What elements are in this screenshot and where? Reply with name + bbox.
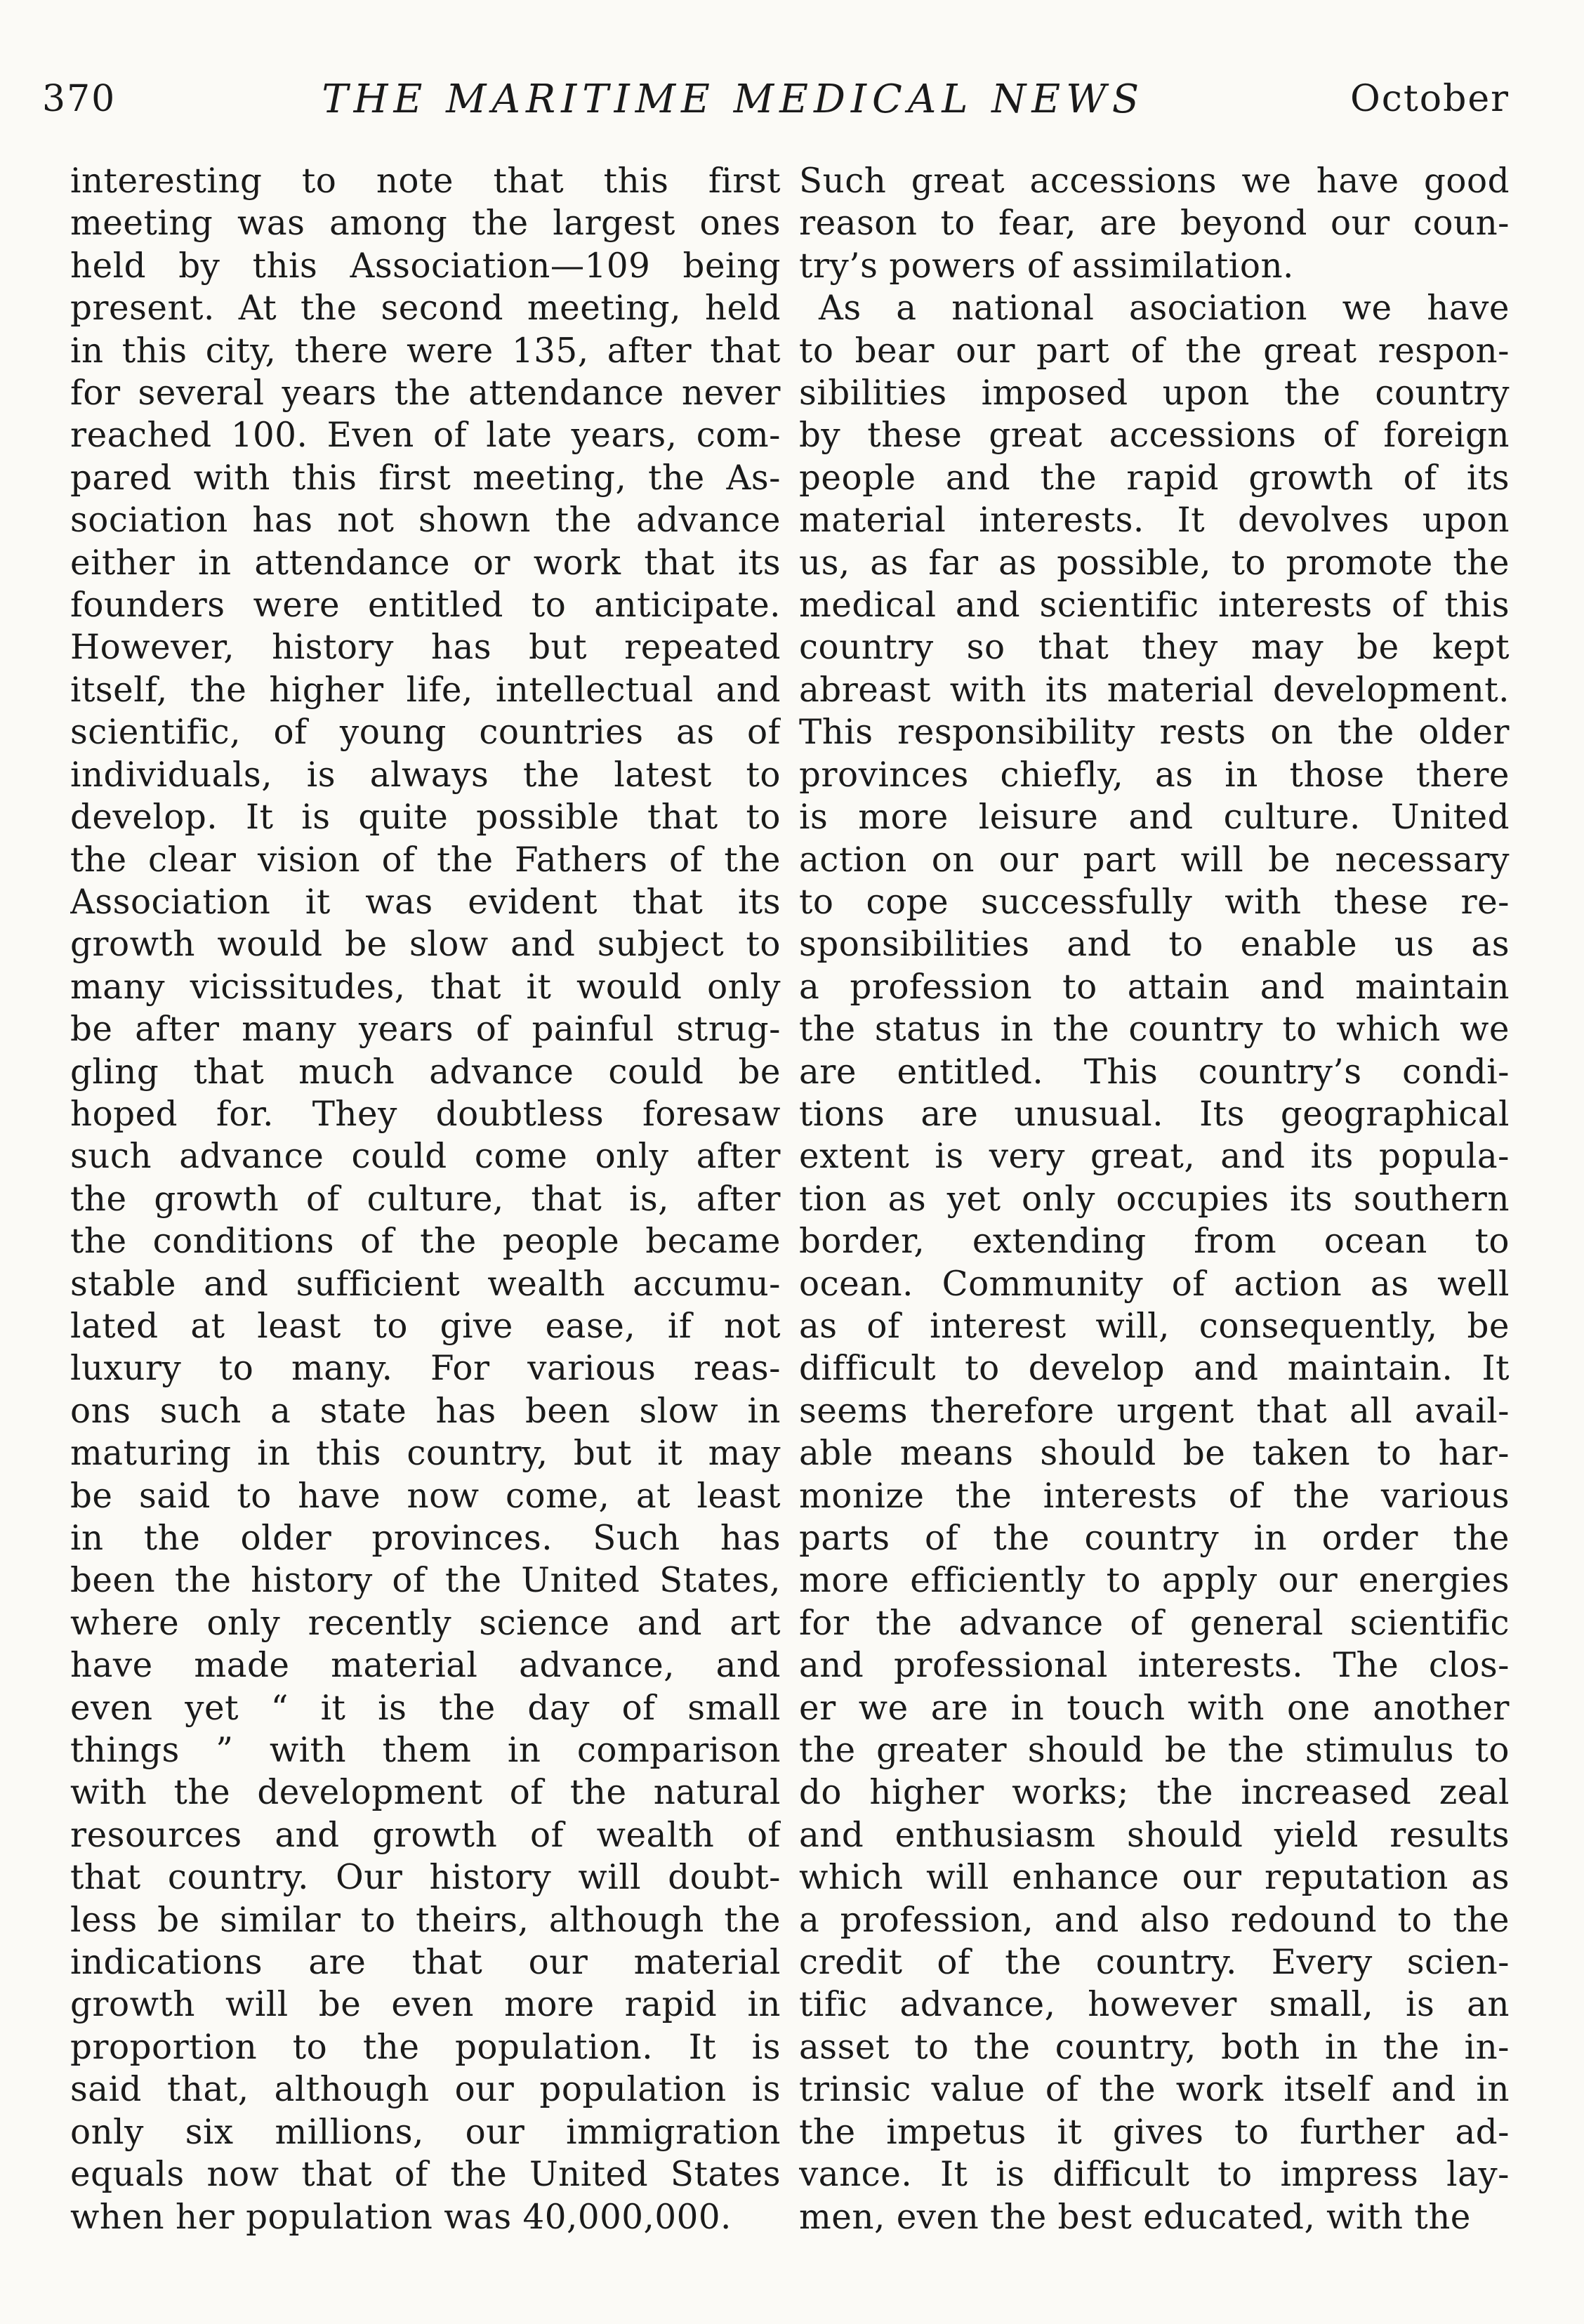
text-line: for several years the attendance never — [70, 374, 781, 414]
text-line: growth will be even more rapid in — [70, 1985, 781, 2025]
text-line: border, extending from ocean to — [799, 1222, 1510, 1262]
text-line: ons such a state has been slow in — [70, 1391, 781, 1431]
text-line: the conditions of the people became — [70, 1222, 781, 1262]
text-line: are entitled. This country’s condi- — [799, 1052, 1510, 1092]
text-line: Such great accessions we have good — [799, 161, 1510, 201]
text-line: asset to the country, both in the in- — [799, 2027, 1510, 2067]
text-line: provinces chiefly, as in those there — [799, 755, 1510, 795]
text-line: in this city, there were 135, after that — [70, 331, 781, 371]
text-line: where only recently science and art — [70, 1603, 781, 1643]
text-line: by these great accessions of foreign — [799, 416, 1510, 456]
text-line: material interests. It devolves upon — [799, 501, 1510, 541]
text-line: resources and growth of wealth of — [70, 1815, 781, 1855]
text-line: the clear vision of the Fathers of the — [70, 840, 781, 880]
text-line: tific advance, however small, is an — [799, 1985, 1510, 2025]
text-line: gling that much advance could be — [70, 1052, 781, 1092]
text-line: pared with this first meeting, the As- — [70, 458, 781, 498]
text-line: country so that they may be kept — [799, 628, 1510, 668]
text-line: vance. It is difficult to impress lay- — [799, 2155, 1510, 2195]
text-line: extent is very great, and its popula- — [799, 1137, 1510, 1177]
text-line: action on our part will be necessary — [799, 840, 1510, 880]
text-line: tions are unusual. Its geographical — [799, 1094, 1510, 1134]
text-line: sociation has not shown the advance — [70, 501, 781, 541]
text-line: the growth of culture, that is, after — [70, 1179, 781, 1219]
text-line: er we are in touch with one another — [799, 1688, 1510, 1728]
text-line: indications are that our material — [70, 1943, 781, 1983]
text-line: able means should be taken to har- — [799, 1434, 1510, 1474]
text-line: be after many years of painful strug- — [70, 1010, 781, 1050]
text-column-left — [70, 160, 781, 2238]
text-line: to cope successfully with these re- — [799, 882, 1510, 922]
text-line: stable and sufficient wealth accumu- — [70, 1264, 781, 1304]
text-line: medical and scientific interests of this — [799, 586, 1510, 626]
issue-month: October — [1350, 78, 1510, 120]
text-line: more efficiently to apply our energies — [799, 1561, 1510, 1601]
text-line: founders were entitled to anticipate. — [70, 586, 781, 626]
text-line: difficult to develop and maintain. It — [799, 1349, 1510, 1389]
text-line: that country. Our history will doubt- — [70, 1858, 781, 1898]
text-line: tion as yet only occupies its southern — [799, 1179, 1510, 1219]
text-line: abreast with its material development. — [799, 670, 1510, 710]
text-line: scientific, of young countries as of — [70, 713, 781, 753]
text-line: have made material advance, and — [70, 1646, 781, 1686]
text-line: and professional interests. The clos- — [799, 1646, 1510, 1686]
text-line: seems therefore urgent that all avail- — [799, 1391, 1510, 1431]
text-line: As a national asociation we have — [819, 289, 1510, 329]
text-line: proportion to the population. It is — [70, 2027, 781, 2067]
text-line: which will enhance our reputation as — [799, 1858, 1510, 1898]
running-header — [42, 67, 1510, 131]
page-number: 370 — [42, 78, 117, 120]
text-line: growth would be slow and subject to — [70, 925, 781, 965]
text-line: things ” with them in comparison — [70, 1731, 781, 1771]
text-line: sibilities imposed upon the country — [799, 374, 1510, 414]
text-line: reached 100. Even of late years, com- — [70, 416, 781, 456]
text-line: for the advance of general scientific — [799, 1603, 1510, 1643]
text-line: Association it was evident that its — [70, 882, 781, 922]
text-line: itself, the higher life, intellectual and — [70, 670, 781, 710]
text-line: when her population was 40,000,000. — [70, 2197, 732, 2237]
text-line: said that, although our population is — [70, 2070, 781, 2110]
text-line: individuals, is always the latest to — [70, 755, 781, 795]
text-line: interesting to note that this first — [70, 161, 781, 201]
text-line: a profession, and also redound to the — [799, 1900, 1510, 1940]
text-line: the status in the country to which we — [799, 1010, 1510, 1050]
text-line: hoped for. They doubtless foresaw — [70, 1094, 781, 1134]
text-line: as of interest will, consequently, be — [799, 1306, 1510, 1346]
text-line: parts of the country in order the — [799, 1519, 1510, 1558]
text-line: This responsibility rests on the older — [799, 713, 1510, 753]
text-line: men, even the best educated, with the — [799, 2197, 1471, 2237]
journal-title: THE MARITIME MEDICAL NEWS — [322, 76, 1145, 122]
text-line: be said to have now come, at least — [70, 1476, 781, 1516]
text-line: luxury to many. For various reas- — [70, 1349, 781, 1389]
text-line: do higher works; the increased zeal — [799, 1773, 1510, 1813]
text-line: develop. It is quite possible that to — [70, 798, 781, 838]
text-line: sponsibilities and to enable us as — [799, 925, 1510, 965]
text-line: such advance could come only after — [70, 1137, 781, 1177]
text-line: less be similar to theirs, although the — [70, 1900, 781, 1940]
text-line: a profession to attain and maintain — [799, 967, 1510, 1007]
text-line: the greater should be the stimulus to — [799, 1731, 1510, 1771]
text-line: in the older provinces. Such has — [70, 1519, 781, 1558]
text-line: even yet “ it is the day of small — [70, 1688, 781, 1728]
text-line: try’s powers of assimilation. — [799, 246, 1294, 286]
text-line: and enthusiasm should yield results — [799, 1815, 1510, 1855]
text-line: ocean. Community of action as well — [799, 1264, 1510, 1304]
text-line: reason to fear, are beyond our coun- — [799, 204, 1510, 244]
text-line: people and the rapid growth of its — [799, 458, 1510, 498]
text-line: monize the interests of the various — [799, 1476, 1510, 1516]
text-line: meeting was among the largest ones — [70, 204, 781, 244]
text-line: maturing in this country, but it may — [70, 1434, 781, 1474]
text-line: either in attendance or work that its — [70, 543, 781, 583]
text-line: credit of the country. Every scien- — [799, 1943, 1510, 1983]
text-line: lated at least to give ease, if not — [70, 1306, 781, 1346]
text-line: with the development of the natural — [70, 1773, 781, 1813]
text-line: only six millions, our immigration — [70, 2112, 781, 2152]
text-line: to bear our part of the great respon- — [799, 331, 1510, 371]
text-line: many vicissitudes, that it would only — [70, 967, 781, 1007]
text-column-right — [799, 160, 1510, 2238]
text-line: However, history has but repeated — [70, 628, 781, 668]
text-line: is more leisure and culture. United — [799, 798, 1510, 838]
text-line: trinsic value of the work itself and in — [799, 2070, 1510, 2110]
text-line: us, as far as possible, to promote the — [799, 543, 1510, 583]
text-line: present. At the second meeting, held — [70, 289, 781, 329]
text-line: been the history of the United States, — [70, 1561, 781, 1601]
text-line: equals now that of the United States — [70, 2155, 781, 2195]
text-line: the impetus it gives to further ad- — [799, 2112, 1510, 2152]
text-line: held by this Association—109 being — [70, 246, 781, 286]
